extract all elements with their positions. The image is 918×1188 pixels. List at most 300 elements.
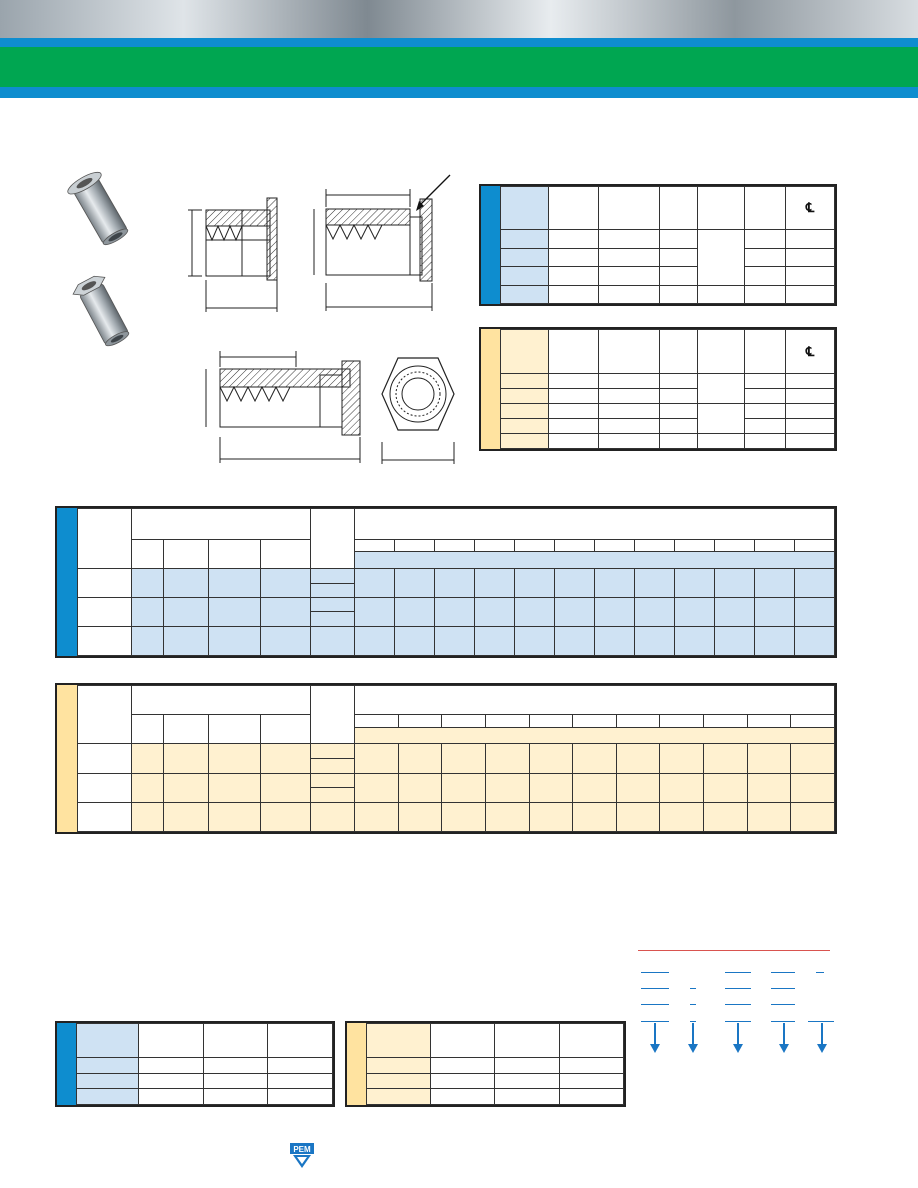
- header-cell: [311, 686, 355, 744]
- table-cell: [515, 598, 555, 627]
- table-cell: [311, 773, 355, 788]
- table-cell: [529, 744, 573, 773]
- hole-table-unified-band: [57, 1023, 76, 1105]
- length-table-metric-band: [57, 685, 77, 832]
- table-cell: [261, 626, 311, 655]
- row-label-cell: [367, 1058, 431, 1074]
- table-cell: [311, 569, 355, 583]
- table-cell: [311, 802, 355, 831]
- centerline-symbol: ℄: [805, 343, 815, 359]
- table-cell: [209, 773, 261, 802]
- table-cell: [704, 773, 748, 802]
- table-cell: [495, 1058, 559, 1074]
- table-cell: [261, 598, 311, 627]
- table-cell: [745, 389, 786, 404]
- table-cell: [355, 744, 399, 773]
- table-cell: [598, 419, 660, 434]
- code-line: [690, 1004, 696, 1005]
- table-cell: [786, 389, 835, 404]
- code-line: [771, 972, 795, 973]
- table-cell: [548, 285, 598, 304]
- table-cell: [132, 773, 164, 802]
- table-cell: [548, 248, 598, 267]
- header-cell: [698, 330, 745, 374]
- table-cell: [791, 802, 835, 831]
- length-header-cell: [515, 540, 555, 552]
- code-line: [690, 988, 696, 989]
- down-arrow-shaft: [821, 1023, 823, 1045]
- header-cell: [132, 540, 164, 569]
- table-cell: [660, 773, 704, 802]
- header-cell: [355, 686, 835, 715]
- table-cell: [715, 626, 755, 655]
- header-cell: [132, 686, 311, 715]
- hole-table-metric-band: [347, 1023, 366, 1105]
- header-cell: [77, 1024, 139, 1058]
- table-cell: [435, 626, 475, 655]
- table-cell: [139, 1073, 204, 1089]
- header-blue-stripe-top: [0, 38, 918, 47]
- table-cell: [616, 744, 660, 773]
- merged-cell: [698, 374, 745, 404]
- length-table-unified-band: [57, 508, 77, 656]
- table-cell: [164, 744, 209, 773]
- table-cell: [573, 744, 617, 773]
- table-cell: [704, 744, 748, 773]
- row-label-cell: [367, 1089, 431, 1105]
- table-cell: [745, 419, 786, 434]
- table-cell: [598, 404, 660, 419]
- table-cell: [786, 434, 835, 449]
- length-table-metric: [55, 683, 837, 834]
- table-cell: [355, 626, 395, 655]
- code-line: [641, 988, 669, 989]
- table-cell: [164, 773, 209, 802]
- table-cell: [164, 569, 209, 598]
- table-cell: [139, 1058, 204, 1074]
- header-cell: [548, 330, 598, 374]
- table-cell: [132, 802, 164, 831]
- drawing-standoff-hex-side: [200, 345, 375, 465]
- centerline-header-cell: [786, 330, 835, 374]
- code-line: [816, 972, 824, 973]
- table-cell: [598, 248, 660, 267]
- code-line: [725, 1021, 751, 1022]
- hole-table-unified: [55, 1021, 335, 1107]
- length-header-cell: [755, 540, 795, 552]
- table-cell: [311, 788, 355, 803]
- row-label-cell: [78, 773, 132, 802]
- table-cell: [398, 802, 442, 831]
- code-line: [771, 1004, 795, 1005]
- table-cell: [704, 802, 748, 831]
- table-cell: [261, 802, 311, 831]
- table-cell: [745, 434, 786, 449]
- table-cell: [203, 1089, 268, 1105]
- table-cell: [616, 773, 660, 802]
- code-line: [808, 1021, 834, 1022]
- table-cell: [548, 404, 598, 419]
- row-label-cell: [501, 419, 549, 434]
- centerline-header-cell: [786, 187, 835, 230]
- down-arrow-icon: [779, 1044, 789, 1053]
- code-line: [771, 1021, 795, 1022]
- table-cell: [745, 404, 786, 419]
- part-photo-upper: [60, 165, 140, 255]
- table-cell: [395, 569, 435, 598]
- pem-logo-text: PEM: [293, 1145, 311, 1154]
- centerline-symbol: ℄: [805, 200, 815, 215]
- table-cell: [268, 1089, 333, 1105]
- row-label-cell: [501, 267, 549, 286]
- down-arrow-icon: [817, 1044, 827, 1053]
- table-cell: [261, 569, 311, 598]
- row-label-cell: [501, 404, 549, 419]
- table-cell: [515, 569, 555, 598]
- hole-table-metric-grid: [366, 1023, 624, 1105]
- header-cell: [745, 330, 786, 374]
- table-cell: [132, 626, 164, 655]
- table-cell: [747, 744, 791, 773]
- down-arrow-shaft: [737, 1023, 739, 1045]
- table-cell: [485, 773, 529, 802]
- table-cell: [395, 598, 435, 627]
- table-cell: [164, 598, 209, 627]
- length-header-cell: [398, 715, 442, 728]
- table-cell: [268, 1073, 333, 1089]
- table-cell: [398, 744, 442, 773]
- row-label-cell: [367, 1073, 431, 1089]
- table-cell: [791, 773, 835, 802]
- merged-cell: [698, 230, 745, 286]
- table-cell: [475, 569, 515, 598]
- spec-table-unified-grid: [500, 186, 835, 304]
- table-cell: [660, 230, 698, 249]
- table-cell: [745, 374, 786, 389]
- table-cell: [261, 773, 311, 802]
- table-cell: [595, 626, 635, 655]
- table-cell: [745, 248, 786, 267]
- down-arrow-shaft: [692, 1023, 694, 1045]
- row-label-cell: [501, 434, 549, 449]
- code-line: [725, 988, 751, 989]
- spec-table-metric-grid: [500, 329, 835, 449]
- table-cell: [698, 434, 745, 449]
- header-cell: [548, 187, 598, 230]
- table-cell: [431, 1058, 495, 1074]
- table-cell: [548, 374, 598, 389]
- table-cell: [475, 598, 515, 627]
- table-cell: [598, 434, 660, 449]
- table-cell: [164, 802, 209, 831]
- row-label-cell: [77, 1058, 139, 1074]
- part-number-underline: [638, 950, 830, 951]
- header-blue-stripe-bottom: [0, 87, 918, 98]
- header-cell: [745, 187, 786, 230]
- table-cell: [132, 598, 164, 627]
- table-cell: [573, 802, 617, 831]
- table-cell: [515, 626, 555, 655]
- table-cell: [395, 626, 435, 655]
- table-cell: [795, 626, 835, 655]
- table-cell: [791, 744, 835, 773]
- hole-table-metric: [345, 1021, 626, 1107]
- table-cell: [660, 389, 698, 404]
- table-cell: [715, 598, 755, 627]
- header-metal-strip: [0, 0, 918, 38]
- header-cell: [495, 1024, 559, 1058]
- header-cell: [367, 1024, 431, 1058]
- header-cell: [139, 1024, 204, 1058]
- header-cell: [164, 540, 209, 569]
- table-cell: [660, 419, 698, 434]
- length-header-cell: [355, 715, 399, 728]
- table-cell: [698, 285, 745, 304]
- row-label-cell: [501, 230, 549, 249]
- length-header-cell: [635, 540, 675, 552]
- length-table-unified: [55, 506, 837, 658]
- down-arrow-icon: [688, 1044, 698, 1053]
- table-cell: [573, 773, 617, 802]
- table-cell: [475, 626, 515, 655]
- table-cell: [755, 569, 795, 598]
- header-cell: [660, 330, 698, 374]
- row-label-cell: [78, 744, 132, 773]
- header-cell: [209, 715, 261, 744]
- header-cell: [311, 509, 355, 569]
- table-cell: [598, 389, 660, 404]
- table-cell: [435, 598, 475, 627]
- hole-table-unified-grid: [76, 1023, 333, 1105]
- table-cell: [675, 569, 715, 598]
- length-header-cell: [475, 540, 515, 552]
- header-cell: [501, 330, 549, 374]
- table-cell: [635, 598, 675, 627]
- length-header-cell: [791, 715, 835, 728]
- table-cell: [164, 626, 209, 655]
- table-cell: [755, 626, 795, 655]
- header-cell: [355, 509, 835, 540]
- length-header-cell: [435, 540, 475, 552]
- table-cell: [660, 744, 704, 773]
- table-cell: [548, 434, 598, 449]
- row-label-cell: [78, 569, 132, 598]
- table-cell: [660, 802, 704, 831]
- drawing-hex-end-view: [378, 350, 458, 465]
- row-label-cell: [78, 626, 132, 655]
- length-header-cell: [660, 715, 704, 728]
- drawing-standoff-thru: [182, 180, 292, 315]
- table-cell: [660, 434, 698, 449]
- length-header-cell: [747, 715, 791, 728]
- table-cell: [660, 285, 698, 304]
- length-subheader-fill: [355, 727, 835, 744]
- length-table-unified-grid: [77, 508, 835, 656]
- table-cell: [431, 1073, 495, 1089]
- table-cell: [786, 374, 835, 389]
- table-cell: [268, 1058, 333, 1074]
- header-cell: [559, 1024, 623, 1058]
- table-cell: [548, 230, 598, 249]
- drawing-standoff-blind: [306, 175, 456, 315]
- table-cell: [209, 802, 261, 831]
- table-cell: [747, 773, 791, 802]
- header-cell: [268, 1024, 333, 1058]
- header-cell: [78, 509, 132, 569]
- length-header-cell: [573, 715, 617, 728]
- table-cell: [398, 773, 442, 802]
- table-cell: [442, 802, 486, 831]
- table-cell: [795, 598, 835, 627]
- table-cell: [747, 802, 791, 831]
- table-cell: [635, 569, 675, 598]
- table-cell: [209, 598, 261, 627]
- length-header-cell: [704, 715, 748, 728]
- pem-logo: [290, 1143, 314, 1169]
- table-cell: [355, 598, 395, 627]
- table-cell: [715, 569, 755, 598]
- table-cell: [595, 598, 635, 627]
- spec-table-unified: [479, 184, 837, 306]
- table-cell: [209, 744, 261, 773]
- length-header-cell: [795, 540, 835, 552]
- table-cell: [485, 744, 529, 773]
- table-cell: [786, 267, 835, 286]
- table-cell: [555, 598, 595, 627]
- table-cell: [635, 626, 675, 655]
- length-table-metric-grid: [77, 685, 835, 832]
- table-cell: [548, 419, 598, 434]
- table-cell: [132, 569, 164, 598]
- table-cell: [209, 569, 261, 598]
- table-cell: [598, 267, 660, 286]
- header-cell: [598, 187, 660, 230]
- down-arrow-shaft: [783, 1023, 785, 1045]
- table-cell: [555, 626, 595, 655]
- merged-cell: [698, 404, 745, 434]
- row-label-cell: [501, 389, 549, 404]
- table-cell: [559, 1089, 623, 1105]
- table-cell: [660, 374, 698, 389]
- header-cell: [209, 540, 261, 569]
- length-header-cell: [555, 540, 595, 552]
- table-cell: [598, 230, 660, 249]
- table-cell: [311, 744, 355, 759]
- table-cell: [755, 598, 795, 627]
- length-header-cell: [529, 715, 573, 728]
- table-cell: [795, 569, 835, 598]
- length-header-cell: [355, 540, 395, 552]
- table-cell: [555, 569, 595, 598]
- header-green-title-bar: [0, 47, 918, 87]
- code-line: [725, 972, 751, 973]
- table-cell: [745, 285, 786, 304]
- table-cell: [495, 1073, 559, 1089]
- header-cell: [598, 330, 660, 374]
- length-header-cell: [395, 540, 435, 552]
- length-header-cell: [442, 715, 486, 728]
- header-cell: [431, 1024, 495, 1058]
- table-cell: [660, 248, 698, 267]
- table-cell: [786, 404, 835, 419]
- table-cell: [559, 1073, 623, 1089]
- table-cell: [355, 802, 399, 831]
- length-subheader-fill: [355, 552, 835, 569]
- table-cell: [559, 1058, 623, 1074]
- table-cell: [675, 598, 715, 627]
- length-header-cell: [485, 715, 529, 728]
- table-cell: [745, 267, 786, 286]
- code-line: [641, 1021, 669, 1022]
- table-cell: [442, 773, 486, 802]
- part-photo-lower: [64, 272, 144, 356]
- table-cell: [598, 285, 660, 304]
- table-cell: [548, 267, 598, 286]
- table-cell: [660, 404, 698, 419]
- table-cell: [139, 1089, 204, 1105]
- table-cell: [660, 267, 698, 286]
- header-cell: [164, 715, 209, 744]
- header-cell: [698, 187, 745, 230]
- header-cell: [261, 540, 311, 569]
- table-cell: [311, 612, 355, 626]
- table-cell: [311, 598, 355, 612]
- code-line: [725, 1004, 751, 1005]
- table-cell: [786, 419, 835, 434]
- table-cell: [786, 248, 835, 267]
- table-cell: [311, 583, 355, 597]
- table-cell: [355, 569, 395, 598]
- header-cell: [132, 509, 311, 540]
- length-header-cell: [675, 540, 715, 552]
- table-cell: [435, 569, 475, 598]
- row-label-cell: [78, 802, 132, 831]
- table-cell: [431, 1089, 495, 1105]
- table-cell: [616, 802, 660, 831]
- table-cell: [529, 802, 573, 831]
- table-cell: [311, 626, 355, 655]
- row-label-cell: [501, 248, 549, 267]
- length-header-cell: [715, 540, 755, 552]
- table-cell: [786, 230, 835, 249]
- table-cell: [786, 285, 835, 304]
- down-arrow-icon: [650, 1044, 660, 1053]
- table-cell: [485, 802, 529, 831]
- down-arrow-shaft: [654, 1023, 656, 1045]
- header-cell: [78, 686, 132, 744]
- table-cell: [548, 389, 598, 404]
- row-label-cell: [78, 598, 132, 627]
- spec-table-metric-band: [481, 329, 500, 449]
- code-line: [641, 972, 669, 973]
- header-cell: [501, 187, 549, 230]
- table-cell: [311, 758, 355, 773]
- table-cell: [132, 744, 164, 773]
- spec-table-unified-band: [481, 186, 500, 304]
- table-cell: [745, 230, 786, 249]
- length-header-cell: [616, 715, 660, 728]
- table-cell: [495, 1089, 559, 1105]
- table-cell: [203, 1058, 268, 1074]
- table-cell: [209, 626, 261, 655]
- table-cell: [442, 744, 486, 773]
- code-line: [641, 1004, 669, 1005]
- header-cell: [261, 715, 311, 744]
- table-cell: [595, 569, 635, 598]
- spec-table-metric: [479, 327, 837, 451]
- length-header-cell: [595, 540, 635, 552]
- header-cell: [132, 715, 164, 744]
